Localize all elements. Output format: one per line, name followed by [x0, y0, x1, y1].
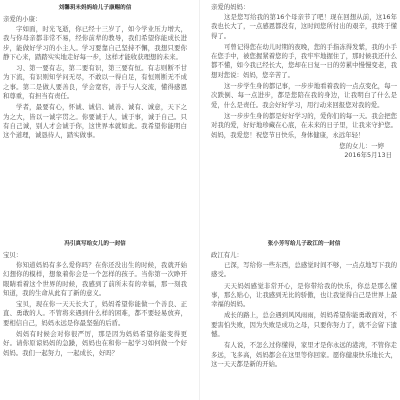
letter-salutation: 宝贝：	[3, 251, 23, 259]
letter-title: 冯引真写给女儿的一封信	[64, 241, 126, 247]
letter-page-bottom-left	[0, 236, 190, 400]
letter-salutation: 亲爱的妈妈：	[211, 3, 250, 11]
letter-paragraph: 有人说，不怎么过你懂得，家里才是你永远的港湾，不管你走多远，飞多高，妈妈都会在这里等你回家。愿你健康快乐地长大，这一天天都是新的开始。	[211, 341, 397, 368]
letter-paragraph: 成长的路上，总会遇到风风雨雨，妈妈希望你能勇敢面对，不要害怕失败，因为失败是成功之母，只要你努力了，就不会留下遗憾。	[211, 311, 397, 339]
letter-paragraph: 这一步步生身的都是好好学习的，爱你们的每一天。我会把您对我的爱，好好地珍藏在心底，在未来的日子里，让我来守护您。妈妈，我爱您！祝您节日快乐，身体健康，永远年轻！	[211, 111, 397, 139]
letter-paragraph: 这一步学生身的都记事，一步步地看着我的一点点变化，每一次跌倒、每一点进步，都是您陪在我的身边，让我明白了什么是爱，什么是责任。我会好好学习，用行动来回报您对我的爱。	[211, 82, 397, 109]
letter-date: 2016年5月13日	[344, 151, 392, 160]
letter-page-bottom-right	[208, 236, 400, 400]
letter-page-top-left	[0, 0, 190, 222]
letter-paragraph: 学者，最要有心，怀诚、诚信、诚善、诚有、诚意，天下之为之大，皆以一诚字贯之。你要诚于人，诚于事，诚于自己。只有自己诚，别人才会诚于你，这世界本就如此。我希望你能明白这个道理，诚恳待人，踏实做事。	[3, 103, 187, 140]
letter-title: 张小芳写给儿子政江的一封信	[267, 241, 341, 247]
letter-closing: 您的女儿：一婷	[339, 141, 384, 150]
letter-salutation: 政江有儿：	[211, 251, 243, 259]
letter-paragraph: 妈妈有时候会对你很严厉，那是因为妈妈希望你能变得更好。请你原谅妈妈的急躁，妈妈也在和你一起学习如何做一个好妈妈。我们一起努力，一起成长，好吗？	[3, 330, 187, 357]
letter-paragraph: 天天妈妈感觉非常开心，是你带给我的快乐，你总是那么懂事，那么贴心，让我感到无比的骄傲，也让我觉得自己是世界上最幸福的妈妈。	[211, 281, 397, 309]
letter-paragraph: 已深，写给你一些东西，总感觉时间不够，一点点地写下我的感受。	[211, 261, 397, 279]
letter-paragraph: 这是您写给我的第16个母亲节了吧！现在回想从前，这16年我也长大了，一点感恩都没有，这时间您所付出的艰辛，我终于懂得了。	[211, 13, 397, 40]
letter-paragraph: 你知道妈妈有多么爱你吗？在你还没出生的时候，我就开始幻想你的模样，想象着你会是一个怎样的孩子。当你第一次睁开眼睛看着这个世界的时候，我感到了前所未有的幸福，那一刻我知道，我的生命从此有了新的意义。	[3, 261, 187, 297]
letter-paragraph: 可曾记得您在幼儿时期的夜晚，您的手指冻得发紫，我的小手在您手中，被您握紧着您的手，我牢牢地握住了，那时候我还什么都不懂，如今我已经长大，您却在日复一日的劳累中慢慢变老，我想对您说：妈妈，您辛苦了。	[211, 42, 397, 79]
letter-paragraph: 习、第一要有志，第二要有识，第三要有恒。有志则断不甘为下流，有识则知学问无尽，不敢以一得自足，有恒则断无不成之事。第二是做人要善良，学会宽容，善于与人交流，懂得感恩和尊重，有担当有责任。	[3, 64, 187, 101]
column-divider	[199, 0, 200, 400]
letter-paragraph: 宝贝，现在你一天天长大了，妈妈希望你能做一个善良、正直、勇敢的人。不管将来遇到什么样的困难，都不要轻易放弃，要相信自己，妈妈永远是你最坚强的后盾。	[3, 300, 187, 327]
letter-paragraph: 字如面，时光飞逝，你已经十三岁了，如今学业压力增大，我与你母亲都非常不易，经你前辈的教导，我们希望你能成长进步，能做好学习的小主人。学习要靠自己坚持不懈，我想只要你静下心来，踏踏实实地走好每一步，这样才能收获理想的未来。	[3, 25, 187, 61]
letter-title: 刘馨玥未妈妈给儿子康赐的信	[58, 5, 132, 11]
letter-page-top-right	[208, 0, 400, 222]
letter-salutation: 亲爱的小康：	[3, 15, 42, 23]
